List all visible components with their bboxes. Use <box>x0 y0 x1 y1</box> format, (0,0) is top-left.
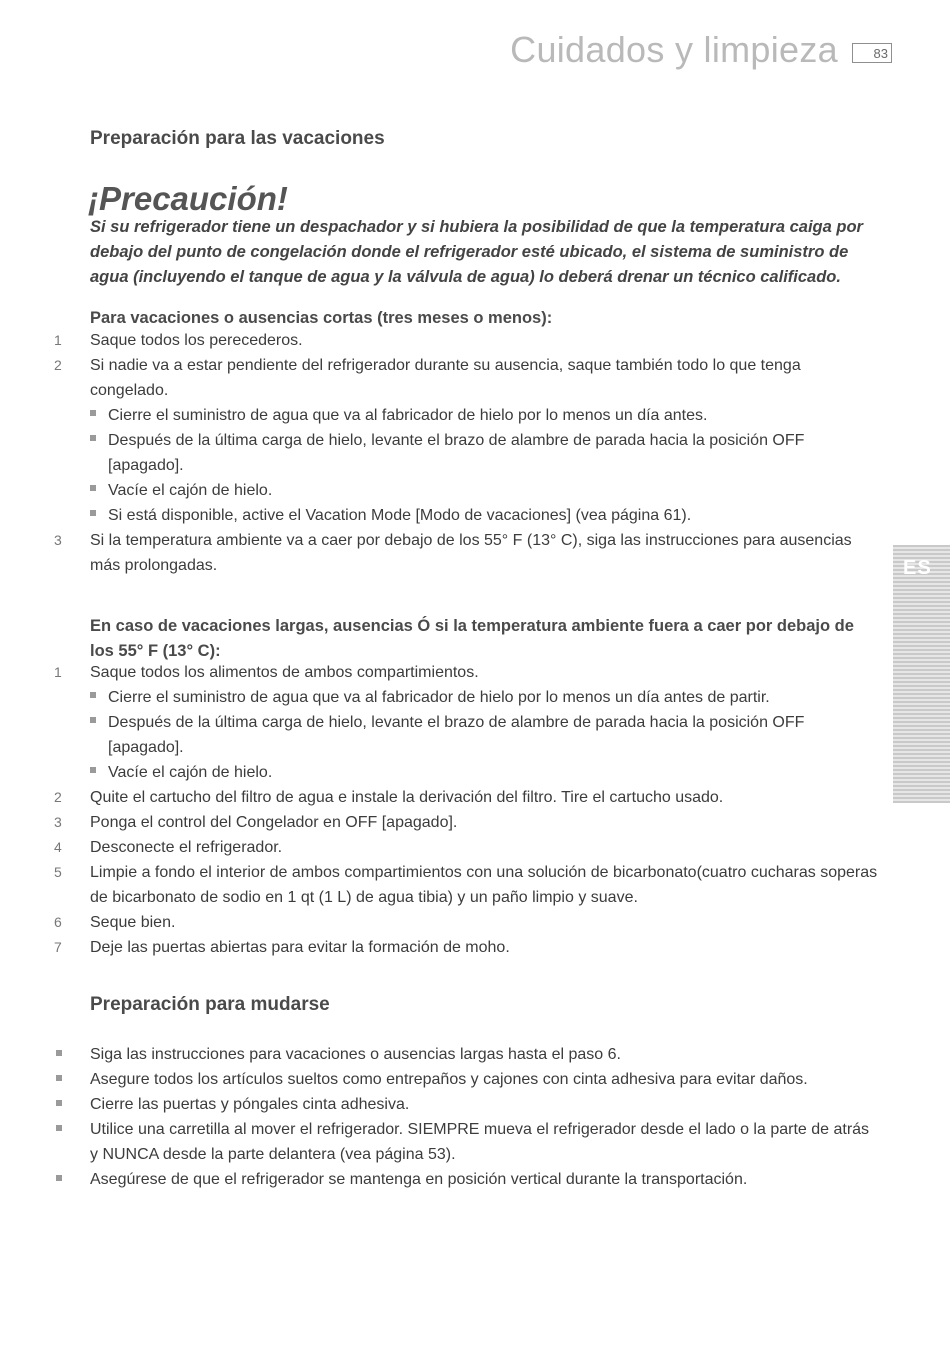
bullet-text: Siga las instrucciones para vacaciones o ausencias largas hasta el paso 6. <box>90 1046 621 1063</box>
step-number: 6 <box>54 914 62 930</box>
bullet-icon <box>90 692 96 698</box>
bullet-icon <box>56 1075 62 1081</box>
bullet-icon <box>90 485 96 491</box>
list-item <box>0 528 880 578</box>
bullet-text: Si está disponible, active el Vacation Mode [Modo de vacaciones] (vea página 61). <box>108 507 692 524</box>
list-item <box>0 835 880 860</box>
step-number: 7 <box>54 939 62 955</box>
language-side-tab <box>893 545 950 803</box>
list-item <box>0 1117 880 1167</box>
bullet-text: Después de la última carga de hielo, levante el brazo de alambre de parada hacia la posición OFF [apagado]. <box>108 432 805 474</box>
step-number: 1 <box>54 664 62 680</box>
step-text: Desconecte el refrigerador. <box>90 839 283 856</box>
step-text: Saque todos los alimentos de ambos compartimientos. <box>90 664 479 681</box>
vacation-section-title: Preparación para las vacaciones <box>90 128 385 149</box>
list-item <box>0 660 880 685</box>
step-text: Ponga el control del Congelador en OFF [apagado]. <box>90 814 458 831</box>
moving-bullets <box>0 1042 880 1192</box>
step-text: Si la temperatura ambiente va a caer por debajo de los 55° F (13° C), siga las instrucciones para ausencias más prolongadas. <box>90 532 852 574</box>
step-number: 2 <box>54 789 62 805</box>
list-item <box>0 1092 880 1117</box>
list-item <box>0 478 880 503</box>
list-item <box>0 685 880 710</box>
bullet-text: Asegúrese de que el refrigerador se mantenga en posición vertical durante la transportación. <box>90 1171 748 1188</box>
step-text: Seque bien. <box>90 914 176 931</box>
caution-text: Si su refrigerador tiene un despachador y si hubiera la posibilidad de que la temperatura caiga por debajo del punto de congelación donde el refrigerador esté ubicado, el sistema de suministro de agua (incluyendo el tanque de agua y la válvula de agua) lo deberá drenar un técnico calificado. <box>90 218 863 286</box>
page-header <box>510 28 892 72</box>
short-absence-heading: Para vacaciones o ausencias cortas (tres meses o menos): <box>90 309 553 327</box>
bullet-icon <box>56 1125 62 1131</box>
bullet-icon <box>90 767 96 773</box>
bullet-text: Después de la última carga de hielo, levante el brazo de alambre de parada hacia la posición OFF [apagado]. <box>108 714 805 756</box>
list-item <box>0 860 880 910</box>
page-number: 83 <box>852 43 892 63</box>
bullet-icon <box>90 510 96 516</box>
bullet-text: Vacíe el cajón de hielo. <box>108 764 273 781</box>
step-number: 3 <box>54 532 62 548</box>
bullet-text: Cierre el suministro de agua que va al fabricador de hielo por lo menos un día antes. <box>108 407 708 424</box>
long-absence-heading: En caso de vacaciones largas, ausencias Ó si la temperatura ambiente fuera a caer por debajo de los 55° F (13° C): <box>90 617 854 660</box>
step-number: 3 <box>54 814 62 830</box>
bullet-text: Cierre las puertas y póngales cinta adhesiva. <box>90 1096 410 1113</box>
short-absence-steps <box>0 328 880 578</box>
caution-heading: ¡Precaución! <box>88 180 288 217</box>
bullet-icon <box>90 717 96 723</box>
bullet-text: Cierre el suministro de agua que va al fabricador de hielo por lo menos un día antes de partir. <box>108 689 770 706</box>
step-text: Si nadie va a estar pendiente del refrigerador durante su ausencia, saque también todo lo que tenga congelado. <box>90 357 801 399</box>
bullet-icon <box>56 1100 62 1106</box>
step-text: Quite el cartucho del filtro de agua e instale la derivación del filtro. Tire el cartucho usado. <box>90 789 724 806</box>
step-number: 1 <box>54 332 62 348</box>
step-text: Saque todos los perecederos. <box>90 332 303 349</box>
list-item <box>0 710 880 760</box>
step-number: 5 <box>54 864 62 880</box>
step-number: 4 <box>54 839 62 855</box>
list-item <box>0 403 880 428</box>
bullet-text: Vacíe el cajón de hielo. <box>108 482 273 499</box>
list-item <box>0 785 880 810</box>
list-item <box>0 428 880 478</box>
bullet-icon <box>90 435 96 441</box>
bullet-text: Asegure todos los artículos sueltos como entrepaños y cajones con cinta adhesiva para evitar daños. <box>90 1071 808 1088</box>
step-number: 2 <box>54 357 62 373</box>
list-item <box>0 1042 880 1067</box>
list-item <box>0 328 880 353</box>
moving-section-title: Preparación para mudarse <box>90 994 330 1015</box>
long-absence-steps <box>0 660 880 960</box>
step-text: Deje las puertas abiertas para evitar la formación de moho. <box>90 939 510 956</box>
bullet-icon <box>56 1175 62 1181</box>
language-tab-label: ES <box>903 557 932 579</box>
list-item <box>0 760 880 785</box>
list-item <box>0 503 880 528</box>
list-item <box>0 935 880 960</box>
list-item <box>0 1067 880 1092</box>
list-item <box>0 810 880 835</box>
step-text: Limpie a fondo el interior de ambos compartimientos con una solución de bicarbonato(cuatro cucharas soperas de bicarbonato de sodio en 1 qt (1 L) de agua tibia) y un paño limpio y suave. <box>90 864 878 906</box>
list-item <box>0 353 880 403</box>
bullet-icon <box>56 1050 62 1056</box>
list-item <box>0 1167 880 1192</box>
bullet-icon <box>90 410 96 416</box>
header-title: Cuidados y limpieza <box>510 29 838 70</box>
list-item <box>0 910 880 935</box>
bullet-text: Utilice una carretilla al mover el refrigerador. SIEMPRE mueva el refrigerador desde el lado o la parte de atrás y NUNCA desde la parte delantera (vea página 53). <box>90 1121 870 1163</box>
